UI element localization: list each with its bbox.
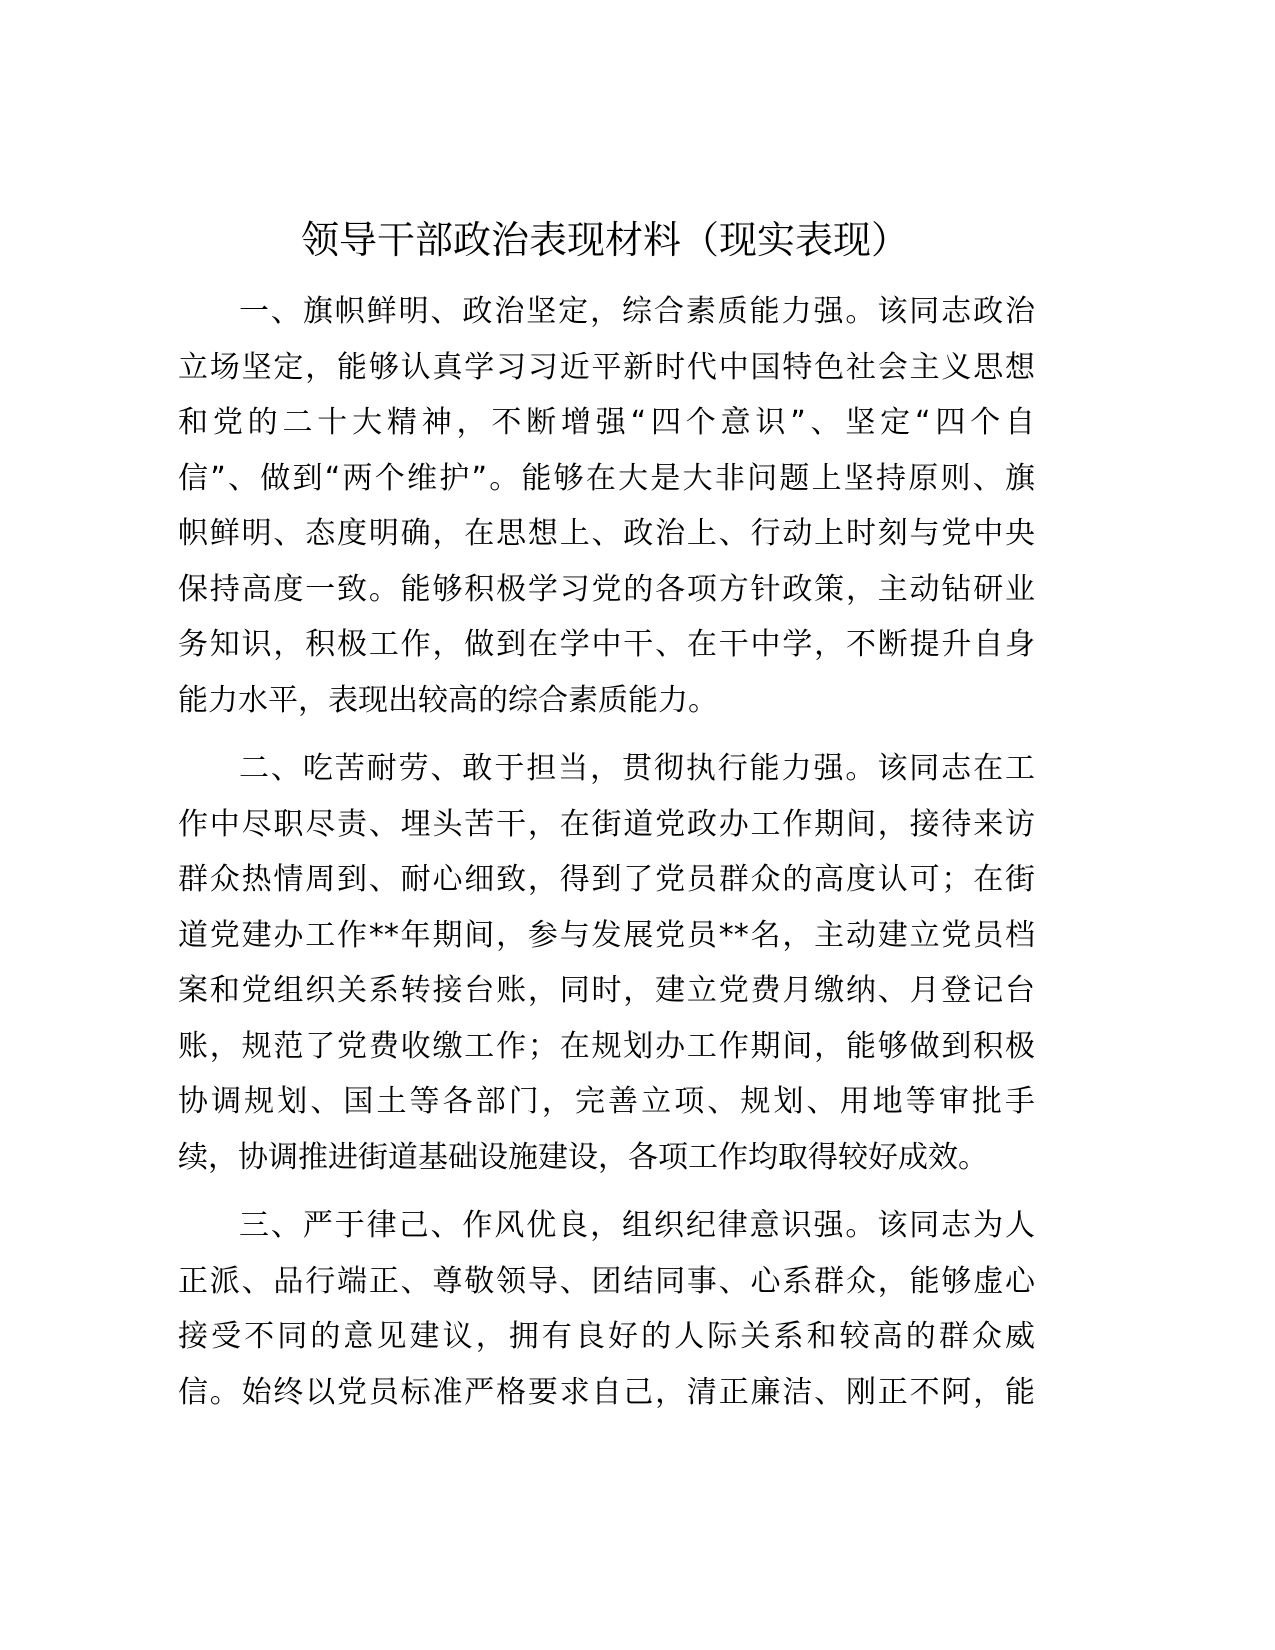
text-line: 账，规范了党费收缴工作；在规划办工作期间，能够做到积极 xyxy=(178,1028,1035,1064)
text-line: 帜鲜明、态度明确，在思想上、政治上、行动上时刻与党中央 xyxy=(178,516,1035,551)
text-line: 一、旗帜鲜明、政治坚定，综合素质能力强。该同志政治 xyxy=(239,294,1035,329)
text-line: 信。始终以党员标准严格要求自己，清正廉洁、刚正不阿，能 xyxy=(178,1374,1035,1410)
paragraph-2 xyxy=(178,741,1035,1185)
text-line: 协调规划、国土等各部门，完善立项、规划、用地等审批手 xyxy=(178,1084,1035,1119)
document-body xyxy=(178,284,1035,1433)
text-line: 三、严于律己、作风优良，组织纪律意识强。该同志为人 xyxy=(239,1208,1035,1243)
text-line: 立场坚定，能够认真学习习近平新时代中国特色社会主义思想 xyxy=(178,349,1035,385)
text-line: 群众热情周到、耐心细致，得到了党员群众的高度认可；在街 xyxy=(178,862,1035,897)
document-title: 领导干部政治表现材料（现实表现） xyxy=(300,218,909,262)
text-line: 道党建办工作**年期间，参与发展党员**名，主动建立党员档 xyxy=(178,917,1035,953)
paragraph-3 xyxy=(178,1198,1035,1420)
paragraph-1 xyxy=(178,284,1035,728)
text-line: 信”、做到“两个维护”。能够在大是大非问题上坚持原则、旗 xyxy=(178,460,1035,496)
text-line: 案和党组织关系转接台账，同时，建立党费月缴纳、月登记台 xyxy=(178,973,1035,1008)
text-line: 正派、品行端正、尊敬领导、团结同事、心系群众，能够虚心 xyxy=(178,1263,1035,1299)
text-line: 能力水平，表现出较高的综合素质能力。 xyxy=(178,682,718,718)
text-line: 务知识，积极工作，做到在学中干、在干中学，不断提升自身 xyxy=(178,627,1035,662)
text-line: 续，协调推进街道基础设施建设，各项工作均取得较好成效。 xyxy=(178,1139,988,1175)
text-line: 作中尽职尽责、埋头苦干，在街道党政办工作期间，接待来访 xyxy=(178,806,1035,842)
text-line: 接受不同的意见建议，拥有良好的人际关系和较高的群众威 xyxy=(178,1319,1035,1354)
text-line: 和党的二十大精神，不断增强“四个意识”、坚定“四个自 xyxy=(178,405,1035,440)
text-line: 二、吃苦耐劳、敢于担当，贯彻执行能力强。该同志在工 xyxy=(239,751,1035,786)
text-line: 保持高度一致。能够积极学习党的各项方针政策，主动钻研业 xyxy=(178,571,1035,607)
